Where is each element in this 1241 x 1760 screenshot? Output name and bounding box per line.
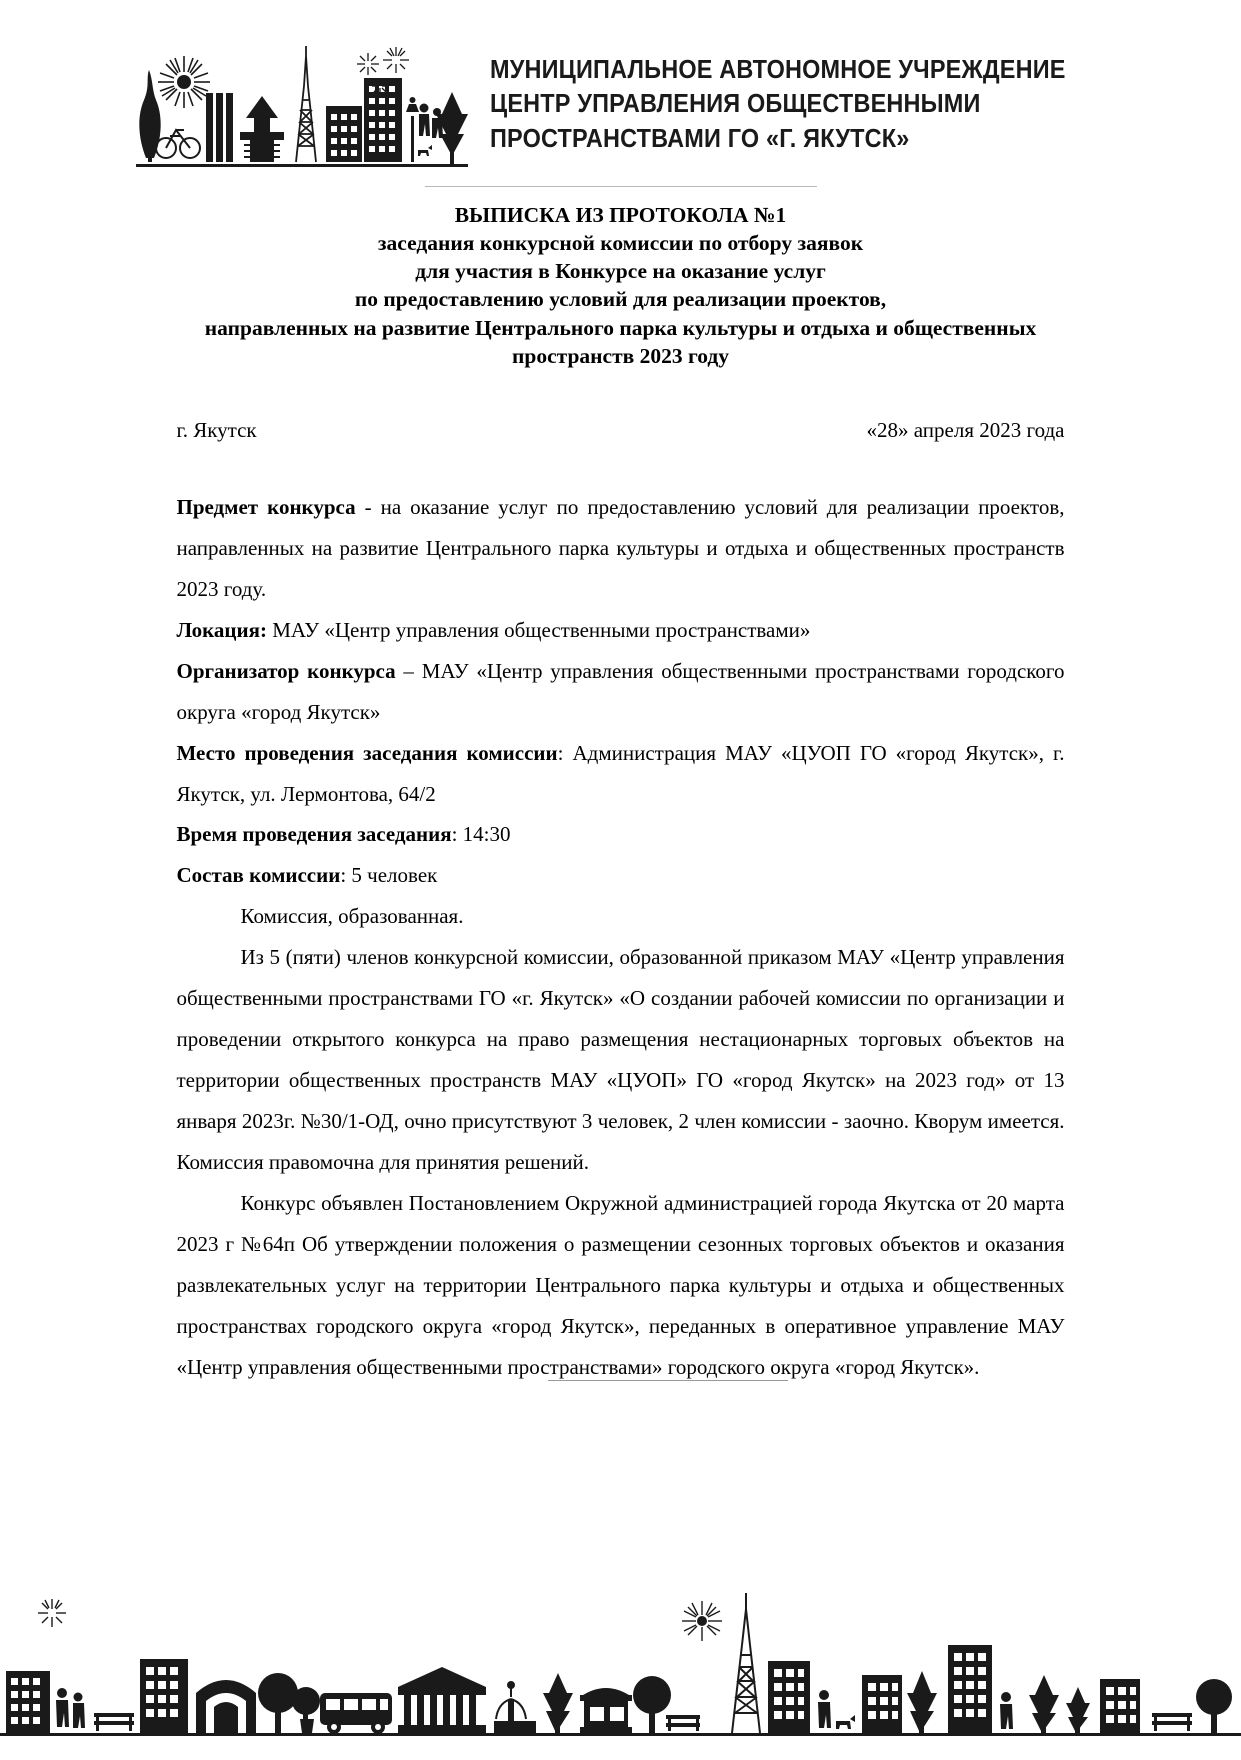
field-time-value: : 14:30 (451, 822, 511, 847)
field-composition-value: : 5 человек (340, 863, 438, 888)
signature-line (548, 1380, 788, 1381)
field-organizer-label: Организатор конкурса (176, 658, 396, 683)
place-label: г. Якутск (176, 417, 257, 442)
org-name-line-1: МУНИЦИПАЛЬНОЕ АВТОНОМНОЕ УЧРЕЖДЕНИЕ (490, 56, 1066, 85)
field-composition-label: Состав комиссии (176, 863, 341, 888)
title-line-1: ВЫПИСКА ИЗ ПРОТОКОЛА №1 (454, 203, 787, 227)
header-divider (425, 186, 817, 187)
title-line-5: направленных на развитие Центрального парка культуры и отдыха и общественных (204, 315, 1037, 340)
field-subject (177, 487, 1065, 610)
field-location-label: Локация: (176, 617, 267, 642)
paragraph-quorum: Из 5 (пяти) членов конкурсной комиссии, образованной приказом МАУ «Центр управления общественными пространствами ГО «г. Якутск» «О создании рабочей комиссии по организации и проведении открытого конкурса на право размещения нестационарных торговых объектов на территории общественных пространств МАУ «ЦУОП» ГО «город Якутск» на 2023 год» от 13 января 2023г. №30/1-ОД, очно присутствуют 3 человек, 2 член комиссии - заочно. Кворум имеется. Комиссия правомочна для принятия решений. (176, 945, 1065, 1174)
date-label: «28» апреля 2023 года (866, 417, 1065, 442)
org-name-line-2: ЦЕНТР УПРАВЛЕНИЯ ОБЩЕСТВЕННЫМИ (490, 90, 981, 119)
field-venue (177, 733, 1065, 815)
field-organizer-value: – МАУ «Центр управления общественными пространствами городского округа «город Якутск» (176, 658, 1065, 724)
title-line-2: заседания конкурсной комиссии по отбору заявок (377, 231, 864, 256)
document-title (171, 201, 1071, 370)
title-line-4: по предоставлению условий для реализации проектов, (354, 287, 887, 312)
organization-name (490, 51, 1116, 154)
org-name-line-3: ПРОСТРАНСТВАМИ ГО «Г. ЯКУТСК» (490, 124, 910, 153)
title-line-3: для участия в Конкурсе на оказание услуг (415, 259, 826, 284)
field-venue-label: Место проведения заседания комиссии (176, 740, 558, 765)
document-header (0, 0, 1241, 168)
field-time (177, 814, 1065, 855)
paragraph-commission-formed: Комиссия, образованная. (240, 904, 464, 929)
field-subject-label: Предмет конкурса (176, 494, 356, 519)
field-subject-value: - на оказание услуг по предоставлению условий для реализации проектов, направленных на развитие Центрального парка культуры и отдыха и общественных пространств 2023 году. (176, 494, 1065, 601)
title-line-6: пространств 2023 году (511, 343, 729, 368)
city-skyline-logo-icon (128, 38, 468, 168)
paragraph-announcement: Конкурс объявлен Постановлением Окружной администрацией города Якутска от 20 марта 2023 г №64п Об утверждении положения о размещении сезонных торговых объектов и оказания развлекательных услуг на территории Центрального парка культуры и отдыха и общественных пространствах городского округа «город Якутск», переданных в оперативное управление МАУ «Центр управления общественными пространствами» городского округа «город Якутск». (176, 1190, 1065, 1379)
field-location (177, 610, 1065, 651)
field-composition (177, 855, 1065, 896)
field-venue-value: : Администрация МАУ «ЦУОП ГО «город Якутск», г. Якутск, ул. Лермонтова, 64/2 (176, 740, 1065, 806)
field-organizer (177, 651, 1065, 733)
field-time-label: Время проведения заседания (176, 822, 452, 847)
place-and-date-row (177, 418, 1065, 443)
document-body (177, 487, 1065, 1388)
field-location-value: МАУ «Центр управления общественными пространствами» (266, 617, 811, 642)
city-skyline-footer-band-icon (0, 1575, 1241, 1755)
